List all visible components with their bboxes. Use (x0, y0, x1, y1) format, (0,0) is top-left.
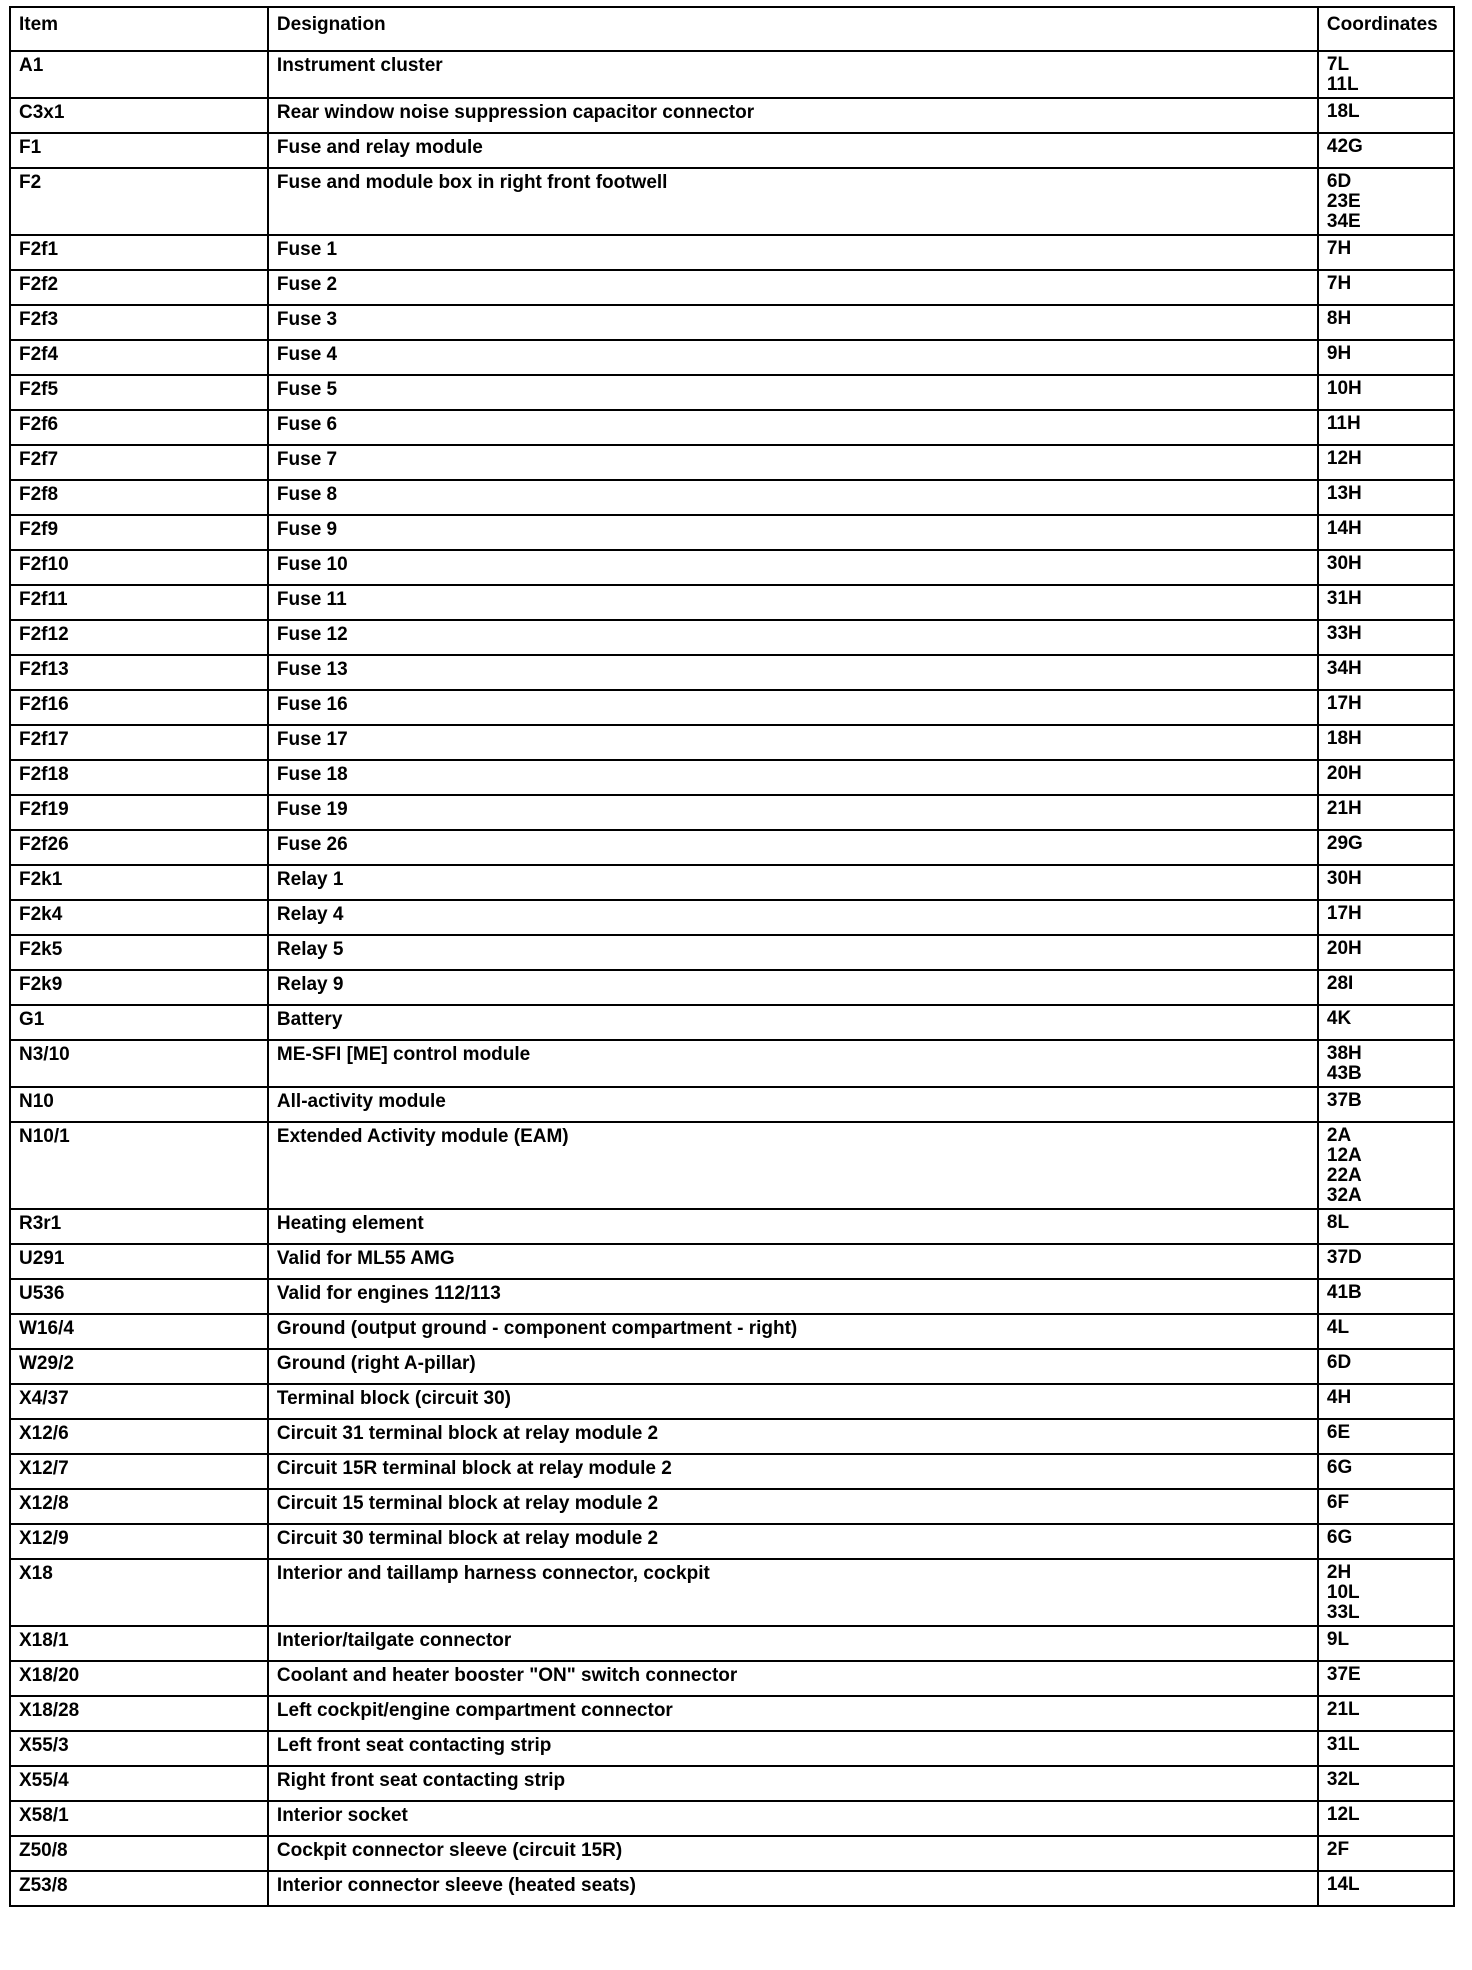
coordinates-cell (1318, 1696, 1454, 1731)
designation-cell: Interior connector sleeve (heated seats) (268, 1871, 1318, 1906)
table-row (10, 1087, 1454, 1122)
item-cell: X18/20 (10, 1661, 268, 1696)
designation-cell: Fuse and relay module (268, 133, 1318, 168)
coordinate-value: 23E (1326, 191, 1361, 212)
coordinate-value: 7H (1326, 273, 1352, 294)
table-row (10, 725, 1454, 760)
item-cell: X12/9 (10, 1524, 268, 1559)
coordinate-value: 38H (1326, 1043, 1362, 1064)
item-cell: F2f4 (10, 340, 268, 375)
item-cell: F2f26 (10, 830, 268, 865)
table-row (10, 1524, 1454, 1559)
table-row (10, 270, 1454, 305)
coordinate-value: 42G (1326, 136, 1363, 157)
item-cell: F2f18 (10, 760, 268, 795)
coordinates-cell (1318, 970, 1454, 1005)
coordinate-value: 20H (1326, 938, 1362, 959)
coordinates-cell (1318, 1122, 1454, 1209)
coordinates-cell (1318, 1836, 1454, 1871)
designation-cell: Relay 9 (268, 970, 1318, 1005)
item-cell: F2f6 (10, 410, 268, 445)
coordinates-cell (1318, 340, 1454, 375)
table-row (10, 51, 1454, 98)
item-cell: X55/3 (10, 1731, 268, 1766)
coordinate-value: 2H (1326, 1562, 1352, 1583)
item-cell: F2f10 (10, 550, 268, 585)
designation-cell: Circuit 15 terminal block at relay module 2 (268, 1489, 1318, 1524)
designation-cell: Fuse 2 (268, 270, 1318, 305)
coordinate-value: 30H (1326, 553, 1362, 574)
coordinates-cell (1318, 51, 1454, 98)
item-cell: F2k1 (10, 865, 268, 900)
designation-cell: ME-SFI [ME] control module (268, 1040, 1318, 1087)
coordinate-value: 12A (1326, 1145, 1362, 1166)
item-cell: X55/4 (10, 1766, 268, 1801)
designation-cell: Fuse 12 (268, 620, 1318, 655)
coordinate-value: 9H (1326, 343, 1352, 364)
coordinates-cell (1318, 515, 1454, 550)
item-cell: F2k9 (10, 970, 268, 1005)
coordinate-value: 10L (1326, 1582, 1360, 1603)
coordinate-value: 13H (1326, 483, 1362, 504)
designation-cell: Fuse 11 (268, 585, 1318, 620)
table-row (10, 375, 1454, 410)
coordinate-value: 10H (1326, 378, 1362, 399)
coordinates-cell (1318, 550, 1454, 585)
coordinates-cell (1318, 133, 1454, 168)
coordinates-cell (1318, 1005, 1454, 1040)
coordinates-cell (1318, 865, 1454, 900)
table-row (10, 168, 1454, 235)
table-row (10, 1871, 1454, 1906)
item-cell: F2f5 (10, 375, 268, 410)
item-cell: Z50/8 (10, 1836, 268, 1871)
table-row (10, 340, 1454, 375)
coordinate-value: 14L (1326, 1874, 1360, 1895)
coordinate-value: 6G (1326, 1527, 1353, 1548)
item-cell: F2f9 (10, 515, 268, 550)
coordinates-cell (1318, 795, 1454, 830)
table-row (10, 1559, 1454, 1626)
designation-cell: Fuse 18 (268, 760, 1318, 795)
table-row (10, 133, 1454, 168)
table-row (10, 550, 1454, 585)
coordinates-cell (1318, 1559, 1454, 1626)
table-row (10, 445, 1454, 480)
coordinates-cell (1318, 1801, 1454, 1836)
item-cell: F2f8 (10, 480, 268, 515)
designation-cell: Fuse 10 (268, 550, 1318, 585)
coordinates-cell (1318, 900, 1454, 935)
item-cell: F2f19 (10, 795, 268, 830)
item-cell: C3x1 (10, 98, 268, 133)
coordinates-cell (1318, 1087, 1454, 1122)
designation-cell: Relay 5 (268, 935, 1318, 970)
coordinate-value: 37E (1326, 1664, 1361, 1685)
item-cell: F1 (10, 133, 268, 168)
table-row (10, 620, 1454, 655)
table-row (10, 1314, 1454, 1349)
table-row (10, 655, 1454, 690)
table-row (10, 1661, 1454, 1696)
item-cell: U291 (10, 1244, 268, 1279)
coordinates-cell (1318, 690, 1454, 725)
designation-cell: Interior/tailgate connector (268, 1626, 1318, 1661)
designation-cell: Fuse 26 (268, 830, 1318, 865)
column-header-designation: Designation (268, 7, 1318, 51)
designation-cell: Ground (right A-pillar) (268, 1349, 1318, 1384)
table-row (10, 1731, 1454, 1766)
table-row (10, 1005, 1454, 1040)
coordinates-cell (1318, 725, 1454, 760)
coordinate-value: 37B (1326, 1090, 1362, 1111)
coordinates-cell (1318, 480, 1454, 515)
table-body (10, 51, 1454, 1906)
coordinates-cell (1318, 655, 1454, 690)
item-cell: X12/7 (10, 1454, 268, 1489)
designation-cell: Fuse 13 (268, 655, 1318, 690)
coordinates-cell (1318, 98, 1454, 133)
table-row (10, 970, 1454, 1005)
coordinate-value: 8H (1326, 308, 1352, 329)
coordinates-cell (1318, 1661, 1454, 1696)
designation-cell: All-activity module (268, 1087, 1318, 1122)
coordinate-value: 6D (1326, 1352, 1352, 1373)
coordinate-value: 34H (1326, 658, 1362, 679)
coordinate-value: 2A (1326, 1125, 1352, 1146)
coordinates-cell (1318, 1349, 1454, 1384)
table-row (10, 235, 1454, 270)
item-cell: X58/1 (10, 1801, 268, 1836)
coordinates-cell (1318, 1454, 1454, 1489)
item-cell: Z53/8 (10, 1871, 268, 1906)
item-cell: F2f7 (10, 445, 268, 480)
column-header-item: Item (10, 7, 268, 51)
coordinates-cell (1318, 585, 1454, 620)
designation-cell: Fuse 8 (268, 480, 1318, 515)
designation-cell: Fuse 5 (268, 375, 1318, 410)
coordinate-value: 29G (1326, 833, 1363, 854)
table-row (10, 865, 1454, 900)
coordinate-value: 4K (1326, 1008, 1352, 1029)
coordinate-value: 34E (1326, 211, 1361, 232)
item-cell: X18/28 (10, 1696, 268, 1731)
item-cell: F2f16 (10, 690, 268, 725)
table-row (10, 1349, 1454, 1384)
designation-cell: Fuse 17 (268, 725, 1318, 760)
table-row (10, 1454, 1454, 1489)
designation-cell: Rear window noise suppression capacitor connector (268, 98, 1318, 133)
item-cell: F2f12 (10, 620, 268, 655)
item-cell: F2f2 (10, 270, 268, 305)
designation-cell: Extended Activity module (EAM) (268, 1122, 1318, 1209)
table-row (10, 1489, 1454, 1524)
coordinates-cell (1318, 1244, 1454, 1279)
designation-cell: Fuse and module box in right front footwell (268, 168, 1318, 235)
coordinates-cell (1318, 168, 1454, 235)
coordinate-value: 6G (1326, 1457, 1353, 1478)
coordinate-value: 11L (1326, 74, 1359, 95)
coordinate-value: 12H (1326, 448, 1362, 469)
item-cell: F2k4 (10, 900, 268, 935)
coordinate-value: 4H (1326, 1387, 1352, 1408)
coordinates-cell (1318, 1279, 1454, 1314)
coordinate-value: 8L (1326, 1212, 1350, 1233)
coordinate-value: 17H (1326, 903, 1362, 924)
designation-cell: Circuit 31 terminal block at relay module 2 (268, 1419, 1318, 1454)
item-cell: X4/37 (10, 1384, 268, 1419)
designation-cell: Interior socket (268, 1801, 1318, 1836)
coordinates-cell (1318, 270, 1454, 305)
coordinates-cell (1318, 1314, 1454, 1349)
coordinates-cell (1318, 1626, 1454, 1661)
coordinate-value: 18H (1326, 728, 1362, 749)
table-row (10, 830, 1454, 865)
coordinate-value: 6D (1326, 171, 1352, 192)
coordinate-value: 9L (1326, 1629, 1350, 1650)
table-row (10, 935, 1454, 970)
item-cell: F2 (10, 168, 268, 235)
designation-cell: Valid for engines 112/113 (268, 1279, 1318, 1314)
designation-cell: Circuit 15R terminal block at relay module 2 (268, 1454, 1318, 1489)
table-row (10, 480, 1454, 515)
designation-cell: Fuse 7 (268, 445, 1318, 480)
coordinate-value: 21H (1326, 798, 1362, 819)
item-cell: F2f3 (10, 305, 268, 340)
coordinate-value: 28I (1326, 973, 1354, 994)
coordinate-value: 32L (1326, 1769, 1360, 1790)
item-cell: X12/8 (10, 1489, 268, 1524)
item-cell: F2f1 (10, 235, 268, 270)
component-legend-table (9, 6, 1455, 1907)
designation-cell: Left cockpit/engine compartment connector (268, 1696, 1318, 1731)
coordinate-value: 33L (1326, 1602, 1360, 1623)
table-row (10, 585, 1454, 620)
designation-cell: Relay 4 (268, 900, 1318, 935)
coordinates-cell (1318, 935, 1454, 970)
coordinate-value: 6E (1326, 1422, 1351, 1443)
coordinates-cell (1318, 1419, 1454, 1454)
designation-cell: Coolant and heater booster "ON" switch connector (268, 1661, 1318, 1696)
item-cell: R3r1 (10, 1209, 268, 1244)
coordinates-cell (1318, 1489, 1454, 1524)
item-cell: F2f11 (10, 585, 268, 620)
item-cell: G1 (10, 1005, 268, 1040)
item-cell: X18/1 (10, 1626, 268, 1661)
designation-cell: Battery (268, 1005, 1318, 1040)
item-cell: U536 (10, 1279, 268, 1314)
coordinates-cell (1318, 305, 1454, 340)
item-cell: X18 (10, 1559, 268, 1626)
coordinates-cell (1318, 1384, 1454, 1419)
table-row (10, 1801, 1454, 1836)
table-row (10, 1244, 1454, 1279)
designation-cell: Circuit 30 terminal block at relay module 2 (268, 1524, 1318, 1559)
coordinates-cell (1318, 830, 1454, 865)
designation-cell: Fuse 9 (268, 515, 1318, 550)
coordinate-value: 14H (1326, 518, 1362, 539)
table-row (10, 1279, 1454, 1314)
coordinates-cell (1318, 1524, 1454, 1559)
designation-cell: Fuse 6 (268, 410, 1318, 445)
designation-cell: Interior and taillamp harness connector, cockpit (268, 1559, 1318, 1626)
table-row (10, 1696, 1454, 1731)
column-header-coordinates: Coordinates (1318, 7, 1454, 51)
designation-cell: Right front seat contacting strip (268, 1766, 1318, 1801)
table-row (10, 760, 1454, 795)
coordinate-value: 12L (1326, 1804, 1360, 1825)
coordinate-value: 31H (1326, 588, 1362, 609)
coordinate-value: 33H (1326, 623, 1362, 644)
table-row (10, 98, 1454, 133)
item-cell: X12/6 (10, 1419, 268, 1454)
designation-cell: Fuse 3 (268, 305, 1318, 340)
coordinates-cell (1318, 1766, 1454, 1801)
coordinates-cell (1318, 235, 1454, 270)
coordinate-value: 20H (1326, 763, 1362, 784)
designation-cell: Left front seat contacting strip (268, 1731, 1318, 1766)
designation-cell: Terminal block (circuit 30) (268, 1384, 1318, 1419)
designation-cell: Fuse 4 (268, 340, 1318, 375)
item-cell: A1 (10, 51, 268, 98)
designation-cell: Relay 1 (268, 865, 1318, 900)
coordinates-cell (1318, 760, 1454, 795)
table-row (10, 410, 1454, 445)
designation-cell: Instrument cluster (268, 51, 1318, 98)
coordinate-value: 43B (1326, 1063, 1362, 1084)
table-row (10, 1836, 1454, 1871)
table-row (10, 900, 1454, 935)
table-row (10, 1384, 1454, 1419)
table-row (10, 1419, 1454, 1454)
designation-cell: Fuse 16 (268, 690, 1318, 725)
item-cell: W29/2 (10, 1349, 268, 1384)
table-row (10, 1040, 1454, 1087)
coordinate-value: 2F (1326, 1839, 1350, 1860)
coordinates-cell (1318, 1209, 1454, 1244)
coordinates-cell (1318, 1040, 1454, 1087)
coordinates-cell (1318, 1871, 1454, 1906)
coordinate-value: 4L (1326, 1317, 1350, 1338)
coordinate-value: 31L (1326, 1734, 1360, 1755)
coordinate-value: 30H (1326, 868, 1362, 889)
table-row (10, 795, 1454, 830)
designation-cell: Fuse 1 (268, 235, 1318, 270)
coordinate-value: 6F (1326, 1492, 1350, 1513)
designation-cell: Cockpit connector sleeve (circuit 15R) (268, 1836, 1318, 1871)
item-cell: F2f13 (10, 655, 268, 690)
table-row (10, 1626, 1454, 1661)
coordinate-value: 37D (1326, 1247, 1362, 1268)
designation-cell: Fuse 19 (268, 795, 1318, 830)
coordinate-value: 18L (1326, 101, 1360, 122)
table-row (10, 1766, 1454, 1801)
coordinates-cell (1318, 620, 1454, 655)
coordinate-value: 41B (1326, 1282, 1362, 1303)
table-row (10, 515, 1454, 550)
designation-cell: Ground (output ground - component compartment - right) (268, 1314, 1318, 1349)
coordinate-value: 11H (1326, 413, 1361, 434)
item-cell: F2k5 (10, 935, 268, 970)
coordinate-value: 22A (1326, 1165, 1362, 1186)
item-cell: N10/1 (10, 1122, 268, 1209)
coordinate-value: 17H (1326, 693, 1362, 714)
item-cell: N10 (10, 1087, 268, 1122)
coordinate-value: 32A (1326, 1185, 1362, 1206)
table-header-row (10, 7, 1454, 51)
item-cell: N3/10 (10, 1040, 268, 1087)
table-row (10, 1209, 1454, 1244)
designation-cell: Heating element (268, 1209, 1318, 1244)
item-cell: F2f17 (10, 725, 268, 760)
table-row (10, 305, 1454, 340)
coordinates-cell (1318, 1731, 1454, 1766)
coordinate-value: 21L (1326, 1699, 1360, 1720)
coordinate-value: 7H (1326, 238, 1352, 259)
coordinate-value: 7L (1326, 54, 1350, 75)
coordinates-cell (1318, 445, 1454, 480)
designation-cell: Valid for ML55 AMG (268, 1244, 1318, 1279)
item-cell: W16/4 (10, 1314, 268, 1349)
coordinates-cell (1318, 410, 1454, 445)
table-row (10, 690, 1454, 725)
table-row (10, 1122, 1454, 1209)
coordinates-cell (1318, 375, 1454, 410)
